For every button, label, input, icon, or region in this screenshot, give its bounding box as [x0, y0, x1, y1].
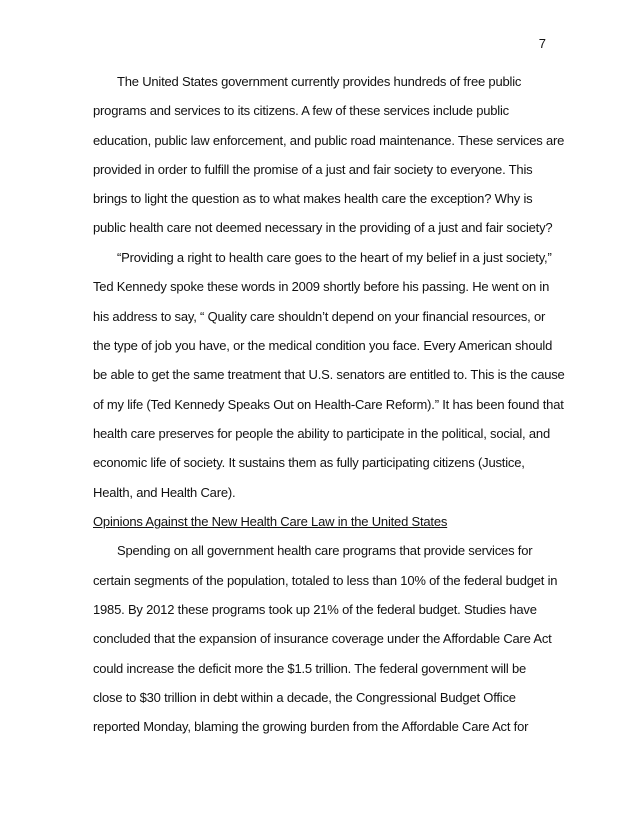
- paragraph-2-line-8: economic life of society. It sustains them as fully participating citizens (Justice,: [93, 455, 525, 470]
- paragraph-2-line-4: the type of job you have, or the medical condition you face. Every American should: [93, 338, 553, 353]
- paragraph-2-line-7: health care preserves for people the ability to participate in the political, social, and: [93, 426, 550, 441]
- paragraph-2-line-2: Ted Kennedy spoke these words in 2009 shortly before his passing. He went on in: [93, 279, 550, 294]
- paragraph-3-line-7: reported Monday, blaming the growing burden from the Affordable Care Act for: [93, 719, 529, 734]
- paragraph-3-line-2: certain segments of the population, totaled to less than 10% of the federal budget in: [93, 573, 558, 588]
- paragraph-2-line-5: be able to get the same treatment that U.S. senators are entitled to. This is the cause: [93, 367, 565, 382]
- paragraph-1-line-4: provided in order to fulfill the promise of a just and fair society to everyone. This: [93, 162, 533, 177]
- paragraph-3-line-5: could increase the deficit more the $1.5 trillion. The federal government will be: [93, 661, 527, 676]
- page-number: 7: [538, 36, 546, 51]
- paragraph-1-line-1: The United States government currently provides hundreds of free public: [117, 74, 522, 89]
- paragraph-2-line-6: of my life (Ted Kennedy Speaks Out on Health-Care Reform).” It has been found that: [93, 397, 564, 412]
- paragraph-2-line-1: “Providing a right to health care goes to the heart of my belief in a just society,”: [117, 250, 552, 265]
- paragraph-1-line-2: programs and services to its citizens. A few of these services include public: [93, 103, 509, 118]
- paragraph-1-line-5: brings to light the question as to what makes health care the exception? Why is: [93, 191, 533, 206]
- paragraph-2-line-3: his address to say, “ Quality care shouldn’t depend on your financial resources, or: [93, 309, 546, 324]
- section-heading: Opinions Against the New Health Care Law in the United States: [93, 514, 448, 529]
- paragraph-3-line-6: close to $30 trillion in debt within a decade, the Congressional Budget Office: [93, 690, 516, 705]
- paragraph-2-line-9: Health, and Health Care).: [93, 485, 236, 500]
- paragraph-1-line-6: public health care not deemed necessary in the providing of a just and fair society?: [93, 220, 553, 235]
- paragraph-3-line-4: concluded that the expansion of insurance coverage under the Affordable Care Act: [93, 631, 552, 646]
- paragraph-3-line-3: 1985. By 2012 these programs took up 21% of the federal budget. Studies have: [93, 602, 537, 617]
- paragraph-1-line-3: education, public law enforcement, and public road maintenance. These services are: [93, 133, 565, 148]
- paragraph-3-line-1: Spending on all government health care programs that provide services for: [117, 543, 533, 558]
